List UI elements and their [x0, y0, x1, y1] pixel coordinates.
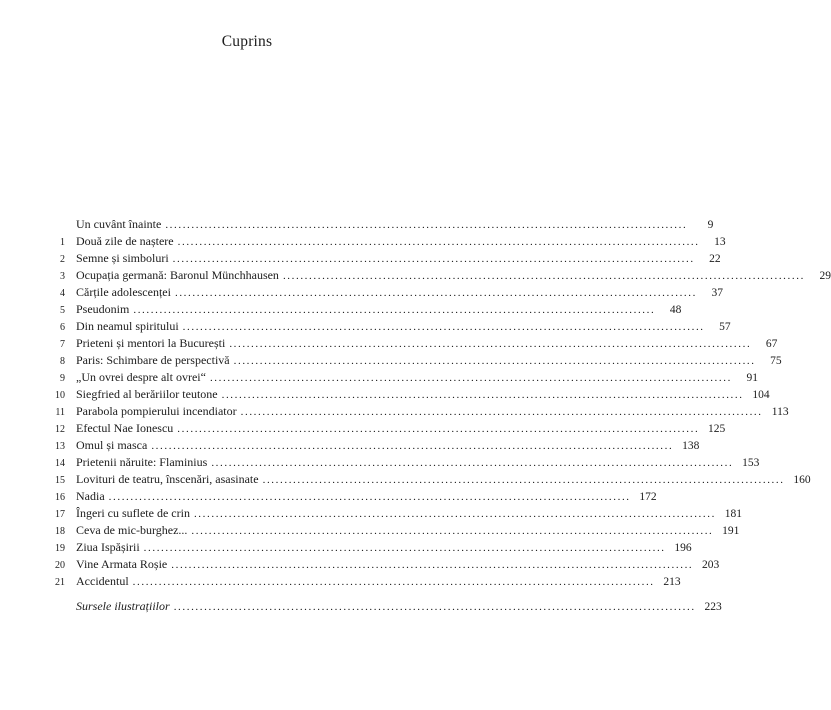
toc-entry — [44, 471, 811, 488]
chapter-number: 13 — [55, 441, 65, 452]
page-number: 172 — [639, 491, 657, 503]
toc-entry — [44, 454, 760, 471]
entry-title: Prieteni și mentori la București — [76, 336, 226, 350]
dot-leader: ........................................................................................................................ — [151, 440, 674, 452]
dot-leader: ........................................................................................................................ — [133, 304, 656, 316]
entry-title: Pseudonim — [76, 302, 130, 316]
chapter-number: 12 — [55, 424, 65, 435]
dot-leader: ........................................................................................................................ — [233, 355, 756, 367]
page-number: 13 — [714, 236, 726, 248]
entry-title: Efectul Nae Ionescu — [76, 421, 174, 435]
chapter-number: 15 — [55, 475, 65, 486]
dot-leader: ........................................................................................................................ — [171, 559, 694, 571]
page-number: 153 — [742, 457, 760, 469]
entry-title: Două zile de naștere — [76, 234, 174, 248]
entry-title: Accidentul — [76, 574, 129, 588]
entry-title: Vine Armata Roșie — [76, 557, 168, 571]
entry-title: Ceva de mic-burghez... — [76, 523, 188, 537]
entry-title: Omul și masca — [76, 438, 148, 452]
dot-leader: ........................................................................................................................ — [262, 474, 785, 486]
table-of-contents — [44, 216, 831, 615]
page-number: 9 — [707, 219, 714, 231]
entry-title: Ziua Ispășirii — [76, 540, 140, 554]
chapter-number: 16 — [55, 492, 65, 503]
toc-entry — [44, 505, 742, 522]
dot-leader: ........................................................................................................................ — [143, 542, 666, 554]
toc-entry — [44, 301, 682, 318]
page-number: 29 — [819, 270, 831, 282]
page-number: 37 — [711, 287, 723, 299]
page-number: 91 — [746, 372, 758, 384]
page-number: 67 — [765, 338, 778, 350]
chapter-number: 8 — [60, 356, 65, 367]
chapter-number: 14 — [55, 458, 65, 469]
toc-entry — [44, 284, 723, 301]
entry-title: Îngeri cu suflete de crin — [76, 506, 190, 520]
page-number: 48 — [669, 304, 682, 316]
page-number: 196 — [674, 542, 692, 554]
chapter-number: 9 — [60, 373, 65, 384]
entry-title: Sursele ilustrațiilor — [76, 599, 170, 613]
toc-entry — [44, 420, 726, 437]
page-number: 125 — [708, 423, 726, 435]
entry-title: Parabola pompierului incendiator — [76, 404, 237, 418]
dot-leader: ........................................................................................................................ — [172, 253, 695, 265]
toc-entry-intro — [44, 216, 714, 233]
toc-entry — [44, 352, 782, 369]
toc-entry — [44, 233, 726, 250]
chapter-number: 3 — [60, 271, 65, 282]
dot-leader: ........................................................................................................................ — [132, 576, 655, 588]
dot-leader: ........................................................................................................................ — [177, 423, 700, 435]
toc-entry — [44, 250, 721, 267]
chapter-number: 21 — [55, 577, 65, 588]
entry-title: Cărțile adolescenței — [76, 285, 171, 299]
toc-entry — [44, 556, 720, 573]
dot-leader: ........................................................................................................................ — [209, 372, 732, 384]
dot-leader: ........................................................................................................................ — [229, 338, 752, 350]
entry-title: Paris: Schimbare de perspectivă — [76, 353, 230, 367]
page-number: 75 — [770, 355, 782, 367]
toc-entry — [44, 488, 657, 505]
chapter-number: 11 — [55, 407, 65, 418]
page-number: 213 — [663, 576, 681, 588]
dot-leader: ........................................................................................................................ — [193, 508, 716, 520]
toc-entry — [44, 522, 740, 539]
page-number: 138 — [682, 440, 700, 452]
dot-leader: ........................................................................................................................ — [182, 321, 705, 333]
toc-entry — [44, 539, 692, 556]
page-number: 113 — [771, 406, 789, 418]
chapter-number: 6 — [60, 322, 65, 333]
dot-leader: ........................................................................................................................ — [108, 491, 631, 503]
chapter-list — [44, 233, 831, 590]
chapter-number: 1 — [60, 237, 65, 248]
chapter-number: 20 — [55, 560, 65, 571]
dot-leader: ........................................................................................................................ — [282, 270, 805, 282]
page-number: 160 — [793, 474, 811, 486]
page-number: 181 — [724, 508, 742, 520]
dot-leader: ........................................................................................................................ — [174, 287, 697, 299]
chapter-number: 18 — [55, 526, 65, 537]
dot-leader: ........................................................................................................................ — [240, 406, 763, 418]
entry-title: „Un ovrei despre alt ovrei“ — [76, 370, 206, 384]
toc-entry — [44, 335, 778, 352]
toc-entry — [44, 386, 770, 403]
page-number: 22 — [709, 253, 721, 265]
chapter-number: 17 — [55, 509, 65, 520]
toc-entry — [44, 573, 681, 590]
toc-entry — [44, 437, 700, 454]
entry-title: Lovituri de teatru, înscenări, asasinate — [76, 472, 259, 486]
toc-entry — [44, 267, 831, 284]
dot-leader: ........................................................................................................................ — [173, 601, 696, 613]
page-number: 191 — [722, 525, 740, 537]
entry-title: Un cuvânt înainte — [76, 217, 162, 231]
chapter-number: 7 — [60, 339, 65, 350]
toc-entry — [44, 318, 731, 335]
page-number: 203 — [702, 559, 720, 571]
entry-title: Semne și simboluri — [76, 251, 169, 265]
dot-leader: ........................................................................................................................ — [191, 525, 714, 537]
toc-entry — [44, 369, 758, 386]
page-number: 57 — [719, 321, 731, 333]
page-number: 223 — [704, 601, 722, 613]
dot-leader: ........................................................................................................................ — [165, 219, 688, 231]
dot-leader: ........................................................................................................................ — [221, 389, 744, 401]
entry-title: Nadia — [76, 489, 105, 503]
chapter-number: 5 — [60, 305, 65, 316]
entry-title: Din neamul spiritului — [76, 319, 179, 333]
entry-title: Siegfried al berăriilor teutone — [76, 387, 218, 401]
dot-leader: ........................................................................................................................ — [211, 457, 734, 469]
toc-entry-sources — [44, 598, 722, 615]
chapter-number: 2 — [60, 254, 65, 265]
chapter-number: 19 — [55, 543, 65, 554]
page-title: Cuprins — [221, 33, 273, 50]
chapter-number: 4 — [60, 288, 65, 299]
entry-title: Prietenii năruite: Flaminius — [76, 455, 208, 469]
dot-leader: ........................................................................................................................ — [177, 236, 700, 248]
chapter-number: 10 — [55, 390, 65, 401]
toc-entry — [44, 403, 789, 420]
entry-title: Ocupația germană: Baronul Münchhausen — [76, 268, 279, 282]
page-number: 104 — [752, 389, 770, 401]
